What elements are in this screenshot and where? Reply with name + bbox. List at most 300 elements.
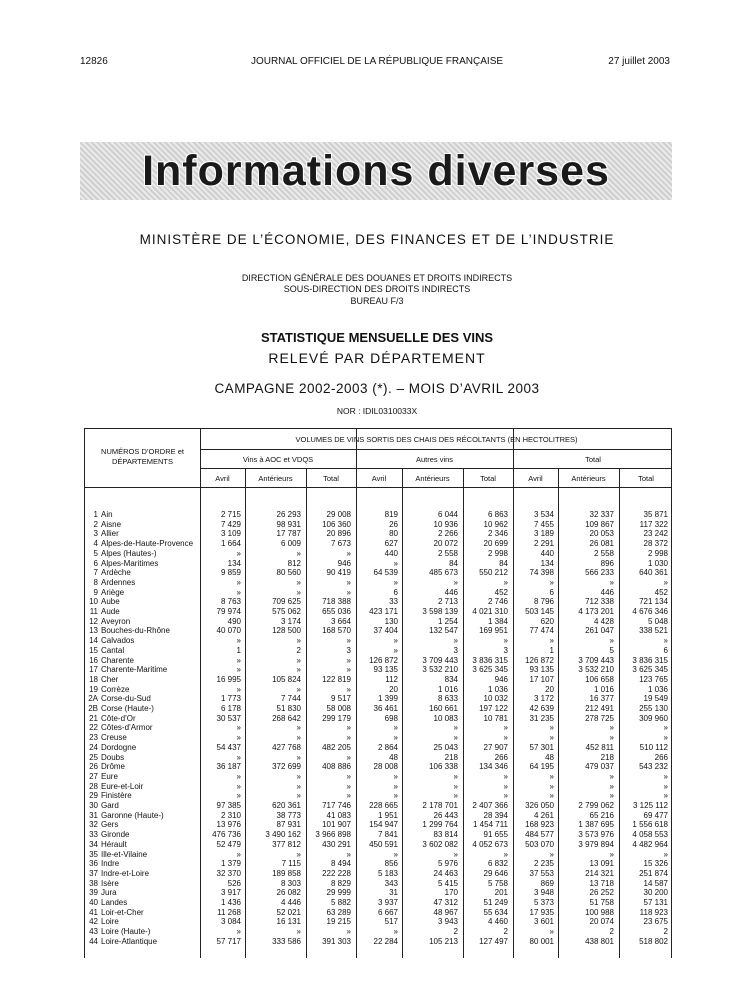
cell-aoc-anterieurs: » [296,636,301,646]
cell-autres-total: 266 [494,752,508,762]
cell-total-avril: 3 601 [533,917,554,927]
cell-total-anterieurs: 896 [600,558,614,568]
cell-total-total: 2 [663,927,668,937]
cell-aoc-total: » [346,636,351,646]
cell-total-anterieurs: 1 387 695 [578,820,614,830]
row-number: 11 [89,607,98,616]
cell-total-anterieurs: » [609,577,614,587]
cell-aoc-avril: 1 664 [220,539,241,549]
cell-autres-total: 134 346 [479,762,508,772]
cell-total-anterieurs: 3 532 210 [578,665,614,675]
cell-aoc-total: » [346,548,351,558]
cell-autres-avril: 627 [384,539,398,549]
cell-autres-avril: 93 135 [373,665,398,675]
cell-aoc-avril: » [236,684,241,694]
cell-total-total: 1 030 [647,558,668,568]
cell-total-anterieurs: 3 573 976 [578,830,614,840]
cell-total-avril: » [549,781,554,791]
cell-total-avril: 3 189 [533,529,554,539]
cell-autres-total: 4 052 673 [472,839,508,849]
cell-aoc-avril: 134 [227,558,241,568]
cell-total-anterieurs: 438 801 [585,936,614,946]
cell-autres-total: 6 863 [487,510,508,519]
cell-total-total: 5 048 [647,616,668,626]
department-name: Allier [101,529,119,539]
department-name: Indre [101,859,120,869]
department-name: Calvados [101,636,135,646]
table-row [85,704,672,713]
cell-autres-anterieurs: » [453,577,458,587]
department-name: Cantal [101,645,125,655]
cell-autres-total: 2 407 366 [472,801,508,810]
cell-total-avril: 77 474 [529,626,554,636]
cell-total-anterieurs: 109 867 [585,519,614,529]
cell-autres-avril: 7 841 [377,830,398,840]
row-number: 7 [93,568,98,578]
publication-date: 27 juillet 2003 [608,56,670,67]
cell-aoc-total: 90 419 [326,568,351,578]
cell-autres-avril: 819 [384,510,398,519]
cell-total-total: 3 625 345 [632,665,668,675]
row-number: 6 [93,558,98,568]
cell-total-total: 28 372 [643,539,668,549]
cell-aoc-anterieurs: 709 625 [272,597,301,607]
cell-total-total: 4 058 553 [632,830,668,840]
cell-autres-anterieurs: 3 598 139 [422,607,458,616]
cell-total-total: 2 998 [647,548,668,558]
row-number: 27 [89,771,98,781]
department-name: Charente [101,655,134,665]
cell-aoc-avril: 40 070 [216,626,241,636]
department-name: Eure [101,771,118,781]
table-row [85,840,672,849]
department-name: Landes [101,898,128,907]
cell-total-total: 23 675 [643,917,668,927]
cell-total-anterieurs: 712 338 [585,597,614,607]
cell-aoc-total: 3 966 898 [315,830,351,840]
department-name: Côte-d’Or [101,713,136,723]
cell-aoc-avril: 1 [236,645,241,655]
department-name: Loire-Atlantique [101,936,158,946]
cell-autres-total: 2 346 [487,529,508,539]
row-number: 2B [88,704,98,713]
department-name: Finistère [101,791,132,801]
table-row [85,753,672,762]
cell-aoc-anterieurs: 7 744 [280,694,301,704]
cell-autres-avril: 698 [384,713,398,723]
cell-total-anterieurs: » [609,849,614,859]
row-number: 34 [89,839,98,849]
cell-autres-anterieurs: 218 [444,752,458,762]
cell-total-avril: » [549,733,554,743]
cell-autres-anterieurs: 2 178 701 [422,801,458,810]
table-row [85,898,672,907]
table-row [85,510,672,519]
row-number: 16 [89,655,98,665]
table-row [85,588,672,597]
department-name: Aveyron [101,616,131,626]
table-row [85,665,672,674]
cell-total-anterieurs: 20 053 [589,529,614,539]
cell-autres-total: 1 036 [487,684,508,694]
table-row [85,568,672,577]
cell-aoc-total: » [346,733,351,743]
cell-total-total: 640 361 [639,568,668,578]
cell-autres-total: 1 454 711 [473,820,508,830]
department-name: Ille-et-Vilaine [101,849,148,859]
cell-total-anterieurs: » [609,781,614,791]
cell-aoc-total: 430 291 [322,839,351,849]
cell-autres-avril: 6 [393,587,398,597]
cell-autres-anterieurs: 8 633 [437,694,458,704]
cell-autres-anterieurs: » [453,733,458,743]
cell-total-avril: 7 455 [533,519,554,529]
cell-autres-avril: » [393,927,398,937]
cell-total-total: 123 765 [639,674,668,684]
cell-total-total: » [663,791,668,801]
cell-aoc-avril: 1 773 [220,694,241,704]
cell-total-avril: 503 145 [525,607,554,616]
section-banner [80,142,672,200]
cell-autres-anterieurs: 5 976 [437,859,458,869]
subcol-header: Avril [215,474,230,483]
table-row [85,607,672,616]
cell-aoc-anterieurs: 38 773 [276,810,301,820]
cell-autres-total: 91 655 [483,830,508,840]
cell-aoc-anterieurs: 128 500 [272,626,301,636]
cell-aoc-avril: » [236,781,241,791]
cell-aoc-avril: 490 [227,616,241,626]
row-number: 43 [89,927,98,937]
table-row [85,723,672,732]
cell-aoc-anterieurs: 26 293 [276,510,301,519]
table-row [85,733,672,742]
cell-autres-avril: 450 591 [369,839,398,849]
cell-autres-avril: 343 [384,878,398,888]
cell-total-avril: 126 872 [525,655,554,665]
banner-title: Informations diverses [142,146,610,195]
cell-aoc-anterieurs: 377 812 [272,839,301,849]
cell-aoc-total: » [346,723,351,733]
cell-autres-total: 10 032 [483,694,508,704]
cell-total-avril: 620 [540,616,554,626]
cell-aoc-total: 3 664 [330,616,351,626]
cell-aoc-avril: 36 187 [216,762,241,772]
cell-autres-avril: 33 [389,597,398,607]
cell-aoc-anterieurs: » [296,577,301,587]
cell-total-anterieurs: 4 428 [593,616,614,626]
cell-aoc-total: 717 746 [322,801,351,810]
cell-aoc-anterieurs: 80 560 [276,568,301,578]
row-number: 24 [89,742,98,752]
row-number: 35 [89,849,98,859]
department-name: Alpes-Maritimes [101,558,159,568]
cell-total-total: 543 232 [639,762,668,772]
row-number: 2 [93,519,98,529]
cell-autres-avril: » [393,636,398,646]
subcol-header: Antérieurs [258,474,293,483]
row-number: 5 [93,548,98,558]
row-number: 10 [89,597,98,607]
cell-aoc-total: 299 179 [322,713,351,723]
cell-total-avril: » [549,849,554,859]
ministry-heading: MINISTÈRE DE L’ÉCONOMIE, DES FINANCES ET DE L’INDUSTRIE [139,232,615,247]
cell-aoc-anterieurs: » [296,587,301,597]
cell-aoc-avril: » [236,577,241,587]
cell-aoc-total: 5 882 [330,898,351,907]
nor-reference: NOR : IDIL0310033X [336,406,418,416]
cell-autres-avril: 112 [385,674,398,684]
cell-autres-anterieurs: » [453,723,458,733]
cell-autres-total: 452 [494,587,508,597]
cell-aoc-avril: 2 715 [220,510,241,519]
cell-aoc-avril: » [236,752,241,762]
cell-aoc-total: 482 205 [322,742,351,752]
cell-aoc-total: » [346,791,351,801]
cell-autres-total: 3 625 345 [472,665,508,675]
cell-aoc-avril: 54 437 [216,742,241,752]
cell-autres-anterieurs: 106 338 [429,762,458,772]
department-name: Ardèche [101,568,131,578]
cell-autres-anterieurs: 3 709 443 [422,655,458,665]
cell-total-anterieurs: 4 173 201 [578,607,614,616]
cell-total-anterieurs: 1 016 [593,684,614,694]
cell-total-anterieurs: 3 709 443 [578,655,614,665]
department-name: Aude [101,607,120,616]
cell-aoc-anterieurs: 427 768 [272,742,301,752]
cell-aoc-anterieurs: 87 931 [276,820,301,830]
cell-total-avril: 134 [540,558,554,568]
department-name: Drôme [101,762,126,772]
cell-total-anterieurs: 13 718 [589,878,614,888]
cell-aoc-avril: » [236,587,241,597]
cell-total-avril: 37 553 [529,868,554,878]
table-row [85,597,672,606]
row-number: 38 [89,878,98,888]
cell-total-total: 30 200 [643,888,668,898]
table-row [85,791,672,800]
cell-aoc-total: » [346,665,351,675]
page-number: 12826 [80,56,108,67]
department-name: Gers [101,820,119,830]
cell-aoc-avril: » [236,791,241,801]
cell-aoc-avril: » [236,733,241,743]
cell-autres-total: » [503,577,508,587]
cell-total-avril: 74 398 [529,568,554,578]
cell-autres-avril: 31 [389,888,398,898]
department-name: Alpes (Hautes-) [101,548,157,558]
document-title: STATISTIQUE MENSUELLE DES VINS [260,330,494,345]
cell-total-avril: 503 070 [525,839,554,849]
group-header-total: Total [585,455,601,464]
cell-autres-anterieurs: 24 463 [433,868,458,878]
row-number: 26 [89,762,98,772]
row-number: 31 [89,810,98,820]
cell-total-total: » [663,771,668,781]
cell-total-total: 6 [663,645,668,655]
cell-total-anterieurs: 100 988 [585,907,614,917]
cell-aoc-avril: 3 109 [220,529,241,539]
cell-total-avril: 80 001 [529,936,554,946]
cell-aoc-total: 29 999 [326,888,351,898]
table-row [85,820,672,829]
cell-total-avril: 869 [540,878,554,888]
cell-total-avril: 5 373 [533,898,554,907]
cell-total-avril: » [549,577,554,587]
cell-autres-avril: 130 [384,616,398,626]
cell-aoc-anterieurs: 620 361 [272,801,301,810]
cell-autres-anterieurs: 83 814 [433,830,458,840]
cell-total-anterieurs: » [609,733,614,743]
row-number: 39 [89,888,98,898]
cell-aoc-avril: » [236,723,241,733]
cell-total-total: 14 587 [643,878,668,888]
cell-aoc-avril: 52 479 [216,839,241,849]
cell-autres-total: 5 758 [487,878,508,888]
cell-aoc-anterieurs: » [296,655,301,665]
cell-total-anterieurs: 51 758 [589,898,614,907]
cell-aoc-total: » [346,781,351,791]
department-name: Loire [101,917,119,927]
department-name: Bouches-du-Rhône [101,626,170,636]
cell-autres-total: » [503,723,508,733]
table-row [85,694,672,703]
cell-total-total: 251 874 [639,868,668,878]
cell-aoc-total: 391 303 [322,936,351,946]
cell-total-avril: 48 [545,752,554,762]
cell-autres-anterieurs: 1 254 [437,616,458,626]
cell-total-total: 3 836 315 [632,655,668,665]
department-name: Aube [101,597,120,607]
cell-aoc-avril: 57 717 [216,936,241,946]
table-row [85,782,672,791]
cell-aoc-avril: 30 537 [216,713,241,723]
cell-aoc-anterieurs: 98 931 [276,519,301,529]
row-number: 13 [89,626,98,636]
cell-autres-avril: 64 539 [373,568,398,578]
cell-autres-total: » [503,781,508,791]
cell-total-anterieurs: 212 491 [585,704,614,713]
table-row [85,549,672,558]
cell-autres-avril: 36 461 [373,704,398,713]
row-number: 41 [89,907,98,917]
campaign-title: CAMPAGNE 2002-2003 (*). – MOIS D’AVRIL 2003 [214,381,540,396]
cell-aoc-avril: 476 736 [212,830,241,840]
cell-aoc-total: 718 388 [322,597,351,607]
cell-autres-total: 6 832 [487,859,508,869]
cell-aoc-total: 122 819 [322,674,351,684]
row-number: 14 [89,636,98,646]
cell-aoc-avril: » [236,771,241,781]
cell-autres-total: 10 781 [483,713,508,723]
cell-total-avril: 17 107 [529,674,554,684]
cell-total-total: » [663,636,668,646]
cell-autres-total: 28 394 [483,810,508,820]
row-number: 42 [89,917,98,927]
cell-aoc-total: » [346,752,351,762]
cell-total-anterieurs: 261 047 [585,626,614,636]
department-name: Corse (Haute-) [101,704,154,713]
cell-autres-avril: » [393,558,398,568]
cell-total-anterieurs: 5 [609,645,614,655]
cell-total-total: » [663,781,668,791]
table-row [85,801,672,810]
cell-autres-anterieurs: 47 312 [433,898,458,907]
department-name: Aisne [101,519,122,529]
cell-autres-avril: » [393,733,398,743]
cell-total-total: 518 802 [639,936,668,946]
cell-autres-total: 55 634 [483,907,508,917]
cell-aoc-anterieurs: » [296,791,301,801]
cell-autres-anterieurs: » [453,791,458,801]
cell-autres-avril: » [393,771,398,781]
table-row [85,811,672,820]
table-row [85,879,672,888]
cell-total-anterieurs: 2 [609,927,614,937]
document-subtitle: RELEVÉ PAR DÉPARTEMENT [268,350,486,366]
cell-total-anterieurs: 2 558 [593,548,614,558]
cell-total-anterieurs: 16 377 [589,694,614,704]
cell-total-avril: 1 [549,645,554,655]
cell-total-anterieurs: 106 658 [585,674,614,684]
cell-aoc-anterieurs: 189 858 [272,868,301,878]
cell-total-avril: 4 261 [533,810,554,820]
table-row [85,520,672,529]
cell-aoc-total: 20 896 [326,529,351,539]
cell-total-avril: 8 796 [533,597,554,607]
cell-aoc-anterieurs: 3 490 162 [265,830,301,840]
row-number: 36 [89,859,98,869]
group-header-aoc: Vins à AOC et VDQS [242,455,314,464]
table-row [85,772,672,781]
department-name: Gironde [101,830,130,840]
row-number: 23 [89,733,98,743]
cell-autres-total: 2 998 [487,548,508,558]
row-number: 40 [89,898,98,907]
cell-total-anterieurs: 2 799 062 [578,801,614,810]
row-number: 18 [89,674,98,684]
cell-total-total: 309 960 [639,713,668,723]
cell-autres-avril: 517 [384,917,398,927]
department-name: Ariège [101,587,125,597]
cell-autres-avril: 154 947 [369,820,398,830]
cell-aoc-anterieurs: 268 642 [272,713,301,723]
table-row [85,714,672,723]
cell-aoc-total: » [346,849,351,859]
cell-total-total: 35 871 [643,510,668,519]
cell-autres-avril: 22 284 [373,936,398,946]
cell-aoc-anterieurs: 8 303 [280,878,301,888]
cell-aoc-avril: 9 859 [220,568,241,578]
cell-autres-anterieurs: 132 547 [429,626,458,636]
cell-aoc-anterieurs: 26 082 [276,888,301,898]
cell-total-anterieurs: » [609,723,614,733]
cell-aoc-anterieurs: 372 699 [272,762,301,772]
cell-total-anterieurs: 218 [600,752,614,762]
department-name: Creuse [101,733,127,743]
cell-autres-total: » [503,636,508,646]
cell-total-total: 338 521 [639,626,668,636]
cell-total-total: 19 549 [643,694,668,704]
cell-autres-avril: 26 [389,519,398,529]
cell-total-avril: 3 948 [533,888,554,898]
cell-aoc-avril: 97 385 [216,801,241,810]
table-row [85,675,672,684]
cell-aoc-anterieurs: » [296,927,301,937]
cell-total-avril: 57 301 [529,742,554,752]
cell-autres-avril: » [393,849,398,859]
cell-autres-total: 4 021 310 [472,607,508,616]
